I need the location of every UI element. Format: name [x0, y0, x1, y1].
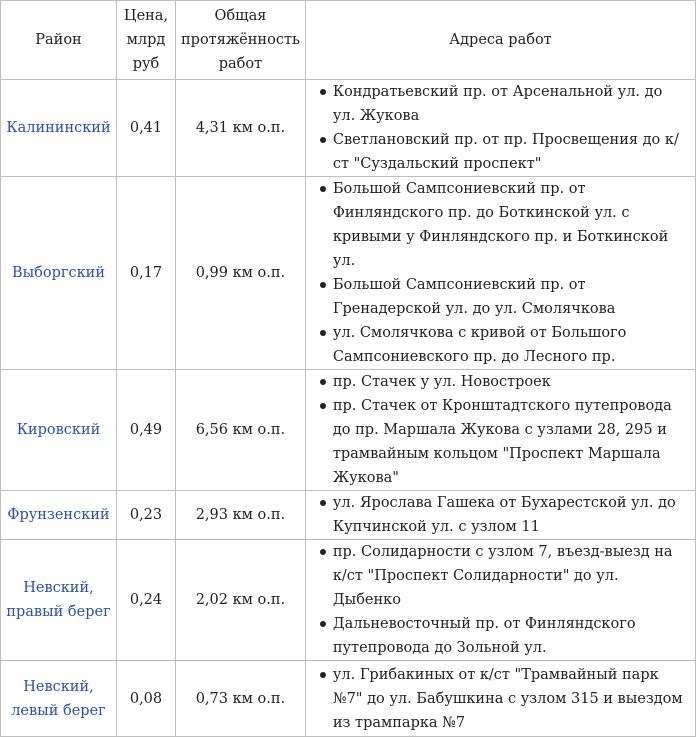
price-cell: 0,49 [117, 370, 176, 491]
address-item: ул. Смолячкова с кривой от Большого Сампсониевского пр. до Лесного пр. [319, 321, 687, 369]
district-cell [1, 80, 117, 177]
address-list [319, 177, 687, 369]
length-cell: 0,73 км о.п. [176, 661, 306, 737]
price-cell: 0,41 [117, 80, 176, 177]
price-cell: 0,23 [117, 491, 176, 540]
header-row [1, 1, 696, 80]
addresses-cell [305, 177, 695, 370]
table-row [1, 177, 696, 370]
address-list [319, 491, 687, 539]
address-item: пр. Стачек от Кронштадтского путепровода до пр. Маршала Жукова с узлами 28, 295 и трамвайным кольцом "Проспект Маршала Жукова" [319, 394, 687, 490]
district-cell [1, 177, 117, 370]
address-item: пр. Стачек у ул. Новостроек [319, 370, 687, 394]
district-cell [1, 370, 117, 491]
address-item: ул. Грибакиных от к/ст "Трамвайный парк №7" до ул. Бабушкина с узлом 315 и выездом из трампарка №7 [319, 663, 687, 735]
address-item: Большой Сампсониевский пр. от Финляндского пр. до Боткинской ул. с кривыми у Финляндского пр. и Боткинской ул. [319, 177, 687, 273]
addresses-cell [305, 540, 695, 661]
price-cell: 0,17 [117, 177, 176, 370]
district-cell [1, 661, 117, 737]
district-link[interactable]: Фрунзенский [7, 507, 110, 523]
district-link[interactable]: Невский, левый берег [11, 678, 106, 719]
district-link[interactable]: Невский, правый берег [6, 580, 111, 620]
length-cell: 6,56 км о.п. [176, 370, 306, 491]
header-price: Цена, млрд руб [117, 1, 176, 80]
address-list [319, 80, 687, 176]
address-item: Светлановский пр. от пр. Просвещения до к/ст "Суздальский проспект" [319, 128, 687, 176]
address-list [319, 540, 687, 660]
district-link[interactable]: Выборгский [11, 265, 106, 281]
table-row [1, 661, 696, 737]
price-cell: 0,08 [117, 661, 176, 737]
address-list [319, 663, 687, 735]
table-row [1, 491, 696, 540]
address-item: Дальневосточный пр. от Финляндского путепровода до Зольной ул. [319, 612, 687, 660]
address-item: ул. Ярослава Гашека от Бухарестской ул. до Купчинской ул. с узлом 11 [319, 491, 687, 539]
district-cell [1, 491, 117, 540]
header-length: Общая протяжённость работ [176, 1, 306, 80]
addresses-cell [305, 80, 695, 177]
address-list [319, 370, 687, 490]
addresses-cell [305, 370, 695, 491]
district-link[interactable]: Кировский [16, 422, 101, 438]
length-cell: 2,93 км о.п. [176, 491, 306, 540]
length-cell: 4,31 км о.п. [176, 80, 306, 177]
table-row [1, 370, 696, 491]
address-item: Кондратьевский пр. от Арсенальной ул. до ул. Жукова [319, 80, 687, 128]
district-cell [1, 540, 117, 661]
addresses-cell [305, 661, 695, 737]
address-item: пр. Солидарности с узлом 7, въезд-выезд на к/ст "Проспект Солидарности" до ул. Дыбенко [319, 540, 687, 612]
header-district: Район [1, 1, 117, 80]
table-row [1, 540, 696, 661]
length-cell: 0,99 км о.п. [176, 177, 306, 370]
price-cell: 0,24 [117, 540, 176, 661]
table-row [1, 80, 696, 177]
addresses-cell [305, 491, 695, 540]
length-cell: 2,02 км о.п. [176, 540, 306, 661]
district-link[interactable]: Калининский [6, 120, 111, 136]
header-addresses: Адреса работ [305, 1, 695, 80]
address-item: Большой Сампсониевский пр. от Гренадерской ул. до ул. Смолячкова [319, 273, 687, 321]
